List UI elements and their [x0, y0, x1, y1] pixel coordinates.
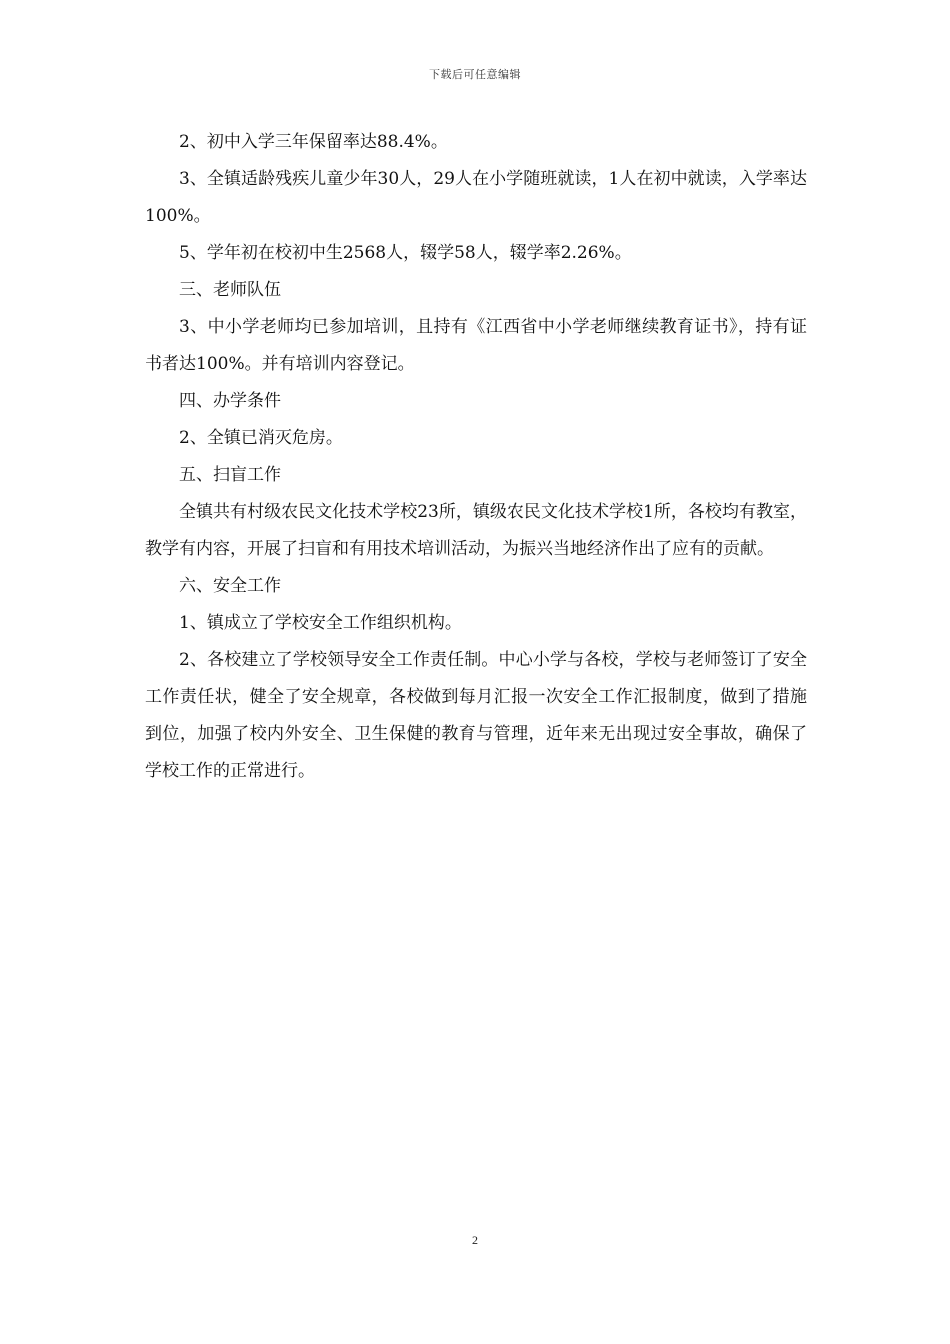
paragraph-safety-organization: 1、镇成立了学校安全工作组织机构。 — [179, 613, 462, 633]
document-body — [145, 124, 807, 790]
paragraph-retention-rate: 2、初中入学三年保留率达88.4%。 — [179, 132, 448, 152]
paragraph-dangerous-buildings: 2、全镇已消灭危房。 — [179, 428, 343, 448]
paragraph-teacher-training: 3、中小学老师均已参加培训，且持有《江西省中小学老师继续教育证书》，持有证书者达100%。并有培训内容登记。 — [145, 317, 807, 374]
section-heading-school-conditions: 四、办学条件 — [179, 391, 281, 411]
paragraph-disabled-children: 3、全镇适龄残疾儿童少年30人，29人在小学随班就读，1人在初中就读，入学率达100%。 — [145, 169, 807, 226]
page-number: 2 — [472, 1233, 478, 1247]
paragraph-dropout-rate: 5、学年初在校初中生2568人，辍学58人，辍学率2.26%。 — [179, 243, 632, 263]
paragraph-literacy-schools: 全镇共有村级农民文化技术学校23所，镇级农民文化技术学校1所，各校均有教室，教学有内容，开展了扫盲和有用技术培训活动，为振兴当地经济作出了应有的贡献。 — [145, 502, 807, 559]
section-heading-literacy: 五、扫盲工作 — [179, 465, 281, 485]
page-header: 下载后可任意编辑 — [429, 68, 521, 81]
section-heading-safety: 六、安全工作 — [179, 576, 281, 596]
paragraph-safety-responsibility: 2、各校建立了学校领导安全工作责任制。中心小学与各校，学校与老师签订了安全工作责任状，健全了安全规章，各校做到每月汇报一次安全工作汇报制度，做到了措施到位，加强了校内外安全、卫生保健的教育与管理，近年来无出现过安全事故，确保了学校工作的正常进行。 — [145, 650, 807, 781]
section-heading-teachers: 三、老师队伍 — [179, 280, 281, 300]
